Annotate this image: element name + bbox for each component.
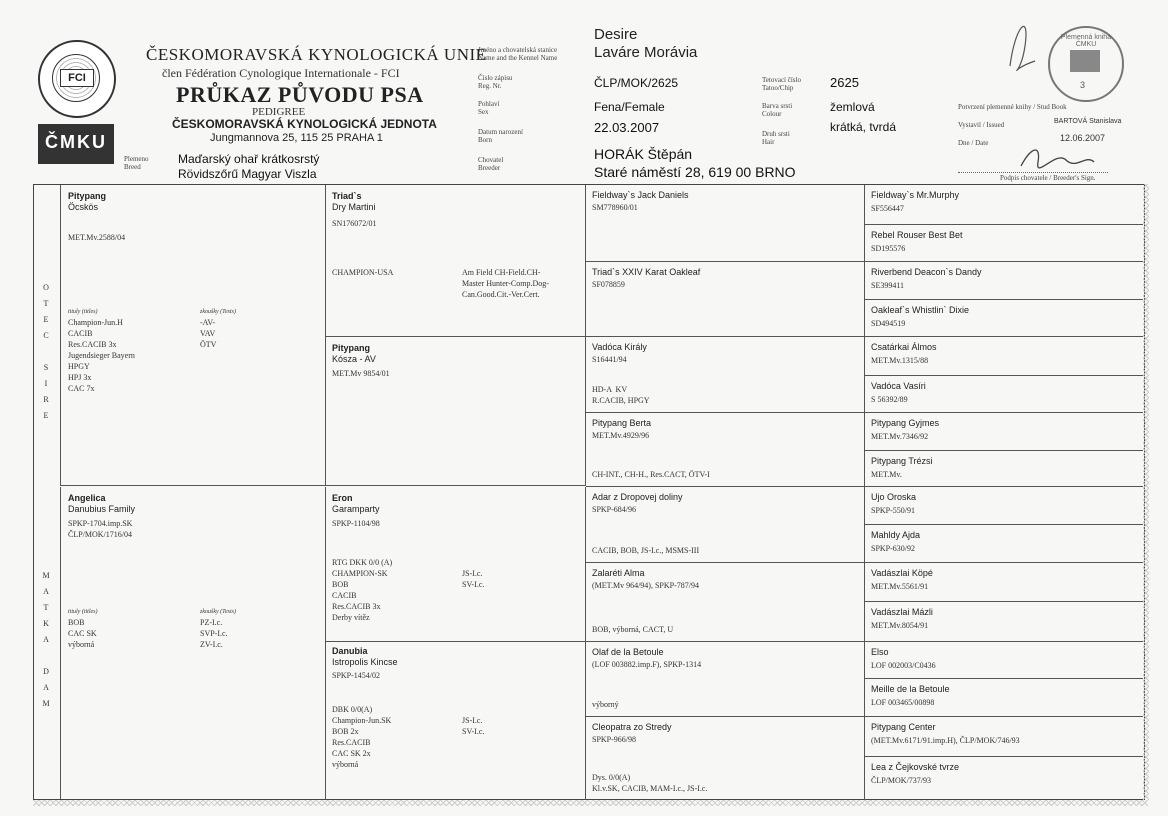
gen1-sire-tests-label: zkoušky (Tests) bbox=[200, 309, 236, 315]
gen4-name: Mahldy Ajda bbox=[871, 530, 921, 540]
section-letter: D bbox=[43, 667, 49, 676]
issued-label: Vystavil / Issued bbox=[958, 121, 1005, 129]
logo-block bbox=[36, 38, 118, 168]
breeder-signature bbox=[1016, 142, 1096, 172]
gen1-sire bbox=[60, 185, 326, 486]
dog-hair: krátká, tvrdá bbox=[830, 120, 897, 134]
gen4-cell bbox=[865, 376, 1143, 413]
gen4-reg: SPKP-630/92 bbox=[871, 544, 916, 553]
gen3-reg: SPKP-684/96 bbox=[592, 505, 637, 514]
gen3-info: CACIB, BOB, JS-I.c., MSMS-III bbox=[592, 546, 700, 555]
gen3-cell bbox=[586, 413, 865, 487]
gen3-cell bbox=[586, 337, 865, 413]
gen4-cell bbox=[865, 413, 1143, 451]
hatch-bg bbox=[1143, 184, 1149, 800]
gen1-dam-name2: Danubius Family bbox=[68, 504, 136, 514]
gen4-name: Lea z Čejkovské tvrze bbox=[871, 762, 960, 772]
gen1-dam bbox=[60, 487, 326, 800]
colour-label: Barva srsti Colour bbox=[762, 102, 793, 118]
gen2-cell bbox=[326, 337, 586, 486]
gen3-cell bbox=[586, 185, 865, 262]
gen4-name: Meille de la Betoule bbox=[871, 684, 950, 694]
gen3-name: Fieldway`s Jack Daniels bbox=[592, 190, 689, 200]
gen3-name: Triad`s XXIV Karat Oakleaf bbox=[592, 267, 701, 277]
gen2-name: Danubia bbox=[332, 646, 368, 656]
studbook-label: Potvrzení plemenné knihy / Stud Book bbox=[958, 103, 1067, 111]
section-letter: K bbox=[43, 619, 49, 628]
date-label: Dne / Date bbox=[958, 139, 989, 147]
gen1-dam-titles-label: tituly (titles) bbox=[68, 609, 98, 615]
gen4-cell bbox=[865, 717, 1143, 757]
gen4-name: Pitypang Gyjmes bbox=[871, 418, 940, 428]
gen2-reg: MET.Mv 9854/01 bbox=[332, 369, 390, 378]
gen2-cell bbox=[326, 185, 586, 337]
gen3-cell bbox=[586, 487, 865, 563]
gen3-cell bbox=[586, 717, 865, 800]
stamp-number: 3 bbox=[1080, 80, 1086, 90]
gen1-dam-tests-label: zkoušky (Tests) bbox=[200, 609, 236, 615]
section-letter: E bbox=[43, 315, 49, 324]
gen3-info: CH-INT., CH-H., Res.CACT, ÖTV-I bbox=[592, 470, 710, 479]
gen3-cell bbox=[586, 262, 865, 337]
gen4-reg: SD195576 bbox=[871, 244, 906, 253]
gen3-reg: SF078859 bbox=[592, 280, 625, 289]
gen4-cell bbox=[865, 262, 1143, 300]
stamp-text: Plemenná kniha ČMKU bbox=[1060, 34, 1112, 48]
gen2-name: Eron bbox=[332, 493, 353, 503]
gen2-reg: SN176072/01 bbox=[332, 219, 377, 228]
gen1-dam-tests: PZ-I.c. SVP-I.c. ZV-I.c. bbox=[200, 618, 228, 649]
gen4-name: Oakleaf`s Whistlin` Dixie bbox=[871, 305, 970, 315]
gen4-reg: LOF 003465/00898 bbox=[871, 698, 935, 707]
union-address: Jungmannova 25, 115 25 PRAHA 1 bbox=[210, 132, 383, 144]
gen2-name2: Dry Martini bbox=[332, 202, 376, 212]
gen1-dam-reg2: ČLP/MOK/1716/04 bbox=[68, 530, 133, 539]
breeder-label: Chovatel Breeder bbox=[478, 156, 504, 172]
gen3-reg: MET.Mv.4929/96 bbox=[592, 431, 650, 440]
gen3-reg: SM778960/01 bbox=[592, 203, 638, 212]
dog-kennel: Laváre Morávia bbox=[594, 44, 698, 61]
gen4-name: Pitypang Trézsi bbox=[871, 456, 933, 466]
gen4-reg: LOF 002003/C0436 bbox=[871, 661, 936, 670]
gen4-cell bbox=[865, 602, 1143, 642]
signature-line bbox=[958, 172, 1108, 173]
org-member: člen Fédération Cynologique Internationale - FCI bbox=[162, 66, 400, 80]
union-name: ČESKOMORAVSKÁ KYNOLOGICKÁ JEDNOTA bbox=[172, 117, 437, 131]
gen4-cell bbox=[865, 679, 1143, 717]
fci-logo-text: FCI bbox=[60, 69, 94, 87]
gen1-sire-titles: Champion-Jun.H CACIB Res.CACIB 3x Jugendsieger Bayern HPGY HPJ 3x CAC 7x bbox=[68, 318, 135, 393]
gen3-name: Pitypang Berta bbox=[592, 418, 652, 428]
gen2-right: JS-I.c. SV-I.c. bbox=[462, 716, 485, 736]
gen2-name: Triad`s bbox=[332, 191, 362, 201]
org-name: ČESKOMORAVSKÁ KYNOLOGICKÁ UNIE bbox=[146, 45, 487, 64]
gen2-right: JS-I.c. SV-I.c. bbox=[462, 569, 485, 589]
breed-cz: Maďarský ohař krátkosrstý bbox=[178, 152, 320, 166]
section-letter: A bbox=[43, 683, 49, 692]
gen4-reg: MET.Mv.1315/88 bbox=[871, 356, 929, 365]
gen4-name: Vadóca Vasíri bbox=[871, 381, 926, 391]
gen1-dam-reg: SPKP-1704.imp.SK bbox=[68, 519, 133, 528]
gen3-info: HD-A KV R.CACIB, HPGY bbox=[592, 385, 650, 405]
gen4-reg: S 56392/89 bbox=[871, 395, 908, 404]
gen1-dam-titles: BOB CAC SK výborná bbox=[68, 618, 97, 649]
gen1-sire-name: Pitypang bbox=[68, 191, 107, 201]
gen2-left: RTG DKK 0/0 (A) CHAMPION-SK BOB CACIB Res.CACIB 3x Derby vítěz bbox=[332, 558, 393, 622]
cmku-logo bbox=[38, 124, 114, 164]
gen3-info: BOB, výborná, CACT, U bbox=[592, 625, 674, 634]
gen2-name2: Istropolis Kincse bbox=[332, 657, 398, 667]
dog-tattoo: 2625 bbox=[830, 75, 859, 90]
gen4-name: Pitypang Center bbox=[871, 722, 936, 732]
gen4-reg: MET.Mv.5561/91 bbox=[871, 582, 929, 591]
stud-book-stamp bbox=[1048, 26, 1124, 102]
gen1-sire-name2: Öcskös bbox=[68, 202, 99, 212]
gen2-name2: Kósza - AV bbox=[332, 354, 376, 364]
section-letter: A bbox=[43, 635, 49, 644]
section-letter: I bbox=[44, 379, 48, 388]
issue-date: 12.06.2007 bbox=[1060, 133, 1106, 143]
header bbox=[0, 0, 1168, 182]
gen4-name: Rebel Rouser Best Bet bbox=[871, 230, 963, 240]
section-letter: O bbox=[43, 283, 49, 292]
gen4-cell bbox=[865, 185, 1143, 225]
gen4-cell bbox=[865, 337, 1143, 376]
gen4-cell bbox=[865, 300, 1143, 337]
reg-label: Číslo zápisu Reg. Nr. bbox=[478, 74, 513, 90]
section-letter: A bbox=[43, 587, 49, 596]
gen2-reg: SPKP-1454/02 bbox=[332, 671, 381, 680]
gen2-left: CHAMPION-USA bbox=[332, 268, 394, 277]
dog-colour: žemlová bbox=[830, 100, 875, 114]
gen4-name: Vadászlai Köpé bbox=[871, 568, 933, 578]
signature-top bbox=[1000, 6, 1040, 76]
gen1-sire-reg: MET.Mv.2588/04 bbox=[68, 233, 126, 242]
breed-label: Plemeno Breed bbox=[124, 155, 149, 171]
gen2-name2: Garamparty bbox=[332, 504, 380, 514]
gen2-left: DBK 0/0(A) Champion-Jun.SK BOB 2x Res.CACIB CAC SK 2x výborná bbox=[332, 705, 392, 769]
document-subtitle: PEDIGREE bbox=[252, 106, 306, 118]
gen4-name: Ujo Oroska bbox=[871, 492, 917, 502]
dog-sex: Fena/Female bbox=[594, 100, 665, 114]
gen3-reg: (LOF 003882.imp.F), SPKP-1314 bbox=[592, 660, 702, 669]
dog-name: Desire bbox=[594, 26, 638, 43]
sex-label: Pohlaví Sex bbox=[478, 100, 500, 116]
breeder-sign-label: Podpis chovatele / Breeder's Sign. bbox=[1000, 174, 1096, 182]
gen2-name: Pitypang bbox=[332, 343, 371, 353]
gen4-name: Riverbend Deacon`s Dandy bbox=[871, 267, 982, 277]
gen2-reg: SPKP-1104/98 bbox=[332, 519, 380, 528]
gen2-right: Am Field CH-Field.CH- Master Hunter-Comp.Dog- Can.Good.Cit.-Ver.Cert. bbox=[462, 268, 549, 299]
dog-dob: 22.03.2007 bbox=[594, 120, 660, 135]
dog-reg: ČLP/MOK/2625 bbox=[594, 76, 679, 90]
gen3-name: Olaf de la Betoule bbox=[592, 647, 664, 657]
section-letter: E bbox=[43, 411, 49, 420]
gen3-name: Adar z Dropovej doliny bbox=[592, 492, 683, 502]
gen4-reg: ČLP/MOK/737/93 bbox=[871, 776, 932, 785]
gen3-info: Dys. 0/0(A) Kl.v.SK, CACIB, MAM-I.c., JS-I.c. bbox=[592, 773, 708, 793]
section-letter: M bbox=[42, 571, 50, 580]
gen4-cell bbox=[865, 563, 1143, 602]
gen2-cell bbox=[326, 642, 586, 800]
breed-hu: Rövidszőrű Magyar Viszla bbox=[178, 167, 317, 181]
tattoo-label: Tetovací číslo Tatoo/Chip bbox=[762, 76, 801, 92]
gen3-name: Zalaréti Alma bbox=[592, 568, 645, 578]
gen4-name: Elso bbox=[871, 647, 889, 657]
gen4-reg: (MET.Mv.6171/91.imp.H), ČLP/MOK/746/93 bbox=[871, 736, 1020, 745]
gen3-cell bbox=[586, 642, 865, 717]
cmku-logo-text: ČMKU bbox=[45, 132, 107, 152]
gen2-cell bbox=[326, 487, 586, 642]
gen4-cell bbox=[865, 451, 1143, 487]
gen3-reg: S16441/94 bbox=[592, 355, 627, 364]
issued-by: BARTOVÁ Stanislava bbox=[1054, 118, 1122, 125]
gen4-reg: SF556447 bbox=[871, 204, 904, 213]
gen3-info: výborný bbox=[592, 700, 619, 709]
gen4-name: Csatárkai Álmos bbox=[871, 342, 937, 352]
gen4-reg: MET.Mv. bbox=[871, 470, 902, 479]
fci-logo bbox=[38, 40, 116, 118]
gen4-cell bbox=[865, 525, 1143, 563]
document-title: PRŮKAZ PŮVODU PSA bbox=[176, 82, 424, 107]
section-letter: S bbox=[43, 363, 49, 372]
section-letter: C bbox=[43, 331, 49, 340]
gen4-reg: SPKP-550/91 bbox=[871, 506, 916, 515]
gen1-sire-tests: -AV- VAV ÖTV bbox=[200, 318, 217, 349]
gen4-name: Vadászlai Mázli bbox=[871, 607, 933, 617]
section-letter: T bbox=[43, 603, 49, 612]
gen4-cell bbox=[865, 757, 1143, 800]
section-letter: R bbox=[43, 395, 49, 404]
gen4-name: Fieldway`s Mr.Murphy bbox=[871, 190, 960, 200]
gen4-cell bbox=[865, 225, 1143, 262]
gen1-sire-titles-label: tituly (titles) bbox=[68, 309, 98, 315]
gen4-reg: MET.Mv.8054/91 bbox=[871, 621, 929, 630]
gen4-reg: MET.Mv.7346/92 bbox=[871, 432, 929, 441]
hair-label: Druh srsti Hair bbox=[762, 130, 790, 146]
breeder-address: Staré náměstí 28, 619 00 BRNO bbox=[594, 164, 796, 180]
gen4-reg: SD494519 bbox=[871, 319, 906, 328]
gen4-cell bbox=[865, 642, 1143, 679]
breeder-name: HORÁK Štěpán bbox=[594, 146, 693, 162]
hatch-bottom bbox=[33, 800, 1148, 806]
gen3-name: Vadóca Király bbox=[592, 342, 647, 352]
gen4-cell bbox=[865, 487, 1143, 525]
dob-label: Datum narození Born bbox=[478, 128, 523, 144]
gen3-reg: (MET.Mv 964/94), SPKP-787/94 bbox=[592, 581, 699, 590]
section-letter: T bbox=[43, 299, 49, 308]
gen3-reg: SPKP-966/98 bbox=[592, 735, 637, 744]
gen3-name: Cleopatra zo Stredy bbox=[592, 722, 672, 732]
gen1-dam-name: Angelica bbox=[68, 493, 106, 503]
section-letter: M bbox=[42, 699, 50, 708]
gen3-cell bbox=[586, 563, 865, 642]
name-label: Jméno a chovatelská stanice Name and the Kennel Name bbox=[478, 46, 558, 62]
gen4-reg: SE399411 bbox=[871, 281, 905, 290]
